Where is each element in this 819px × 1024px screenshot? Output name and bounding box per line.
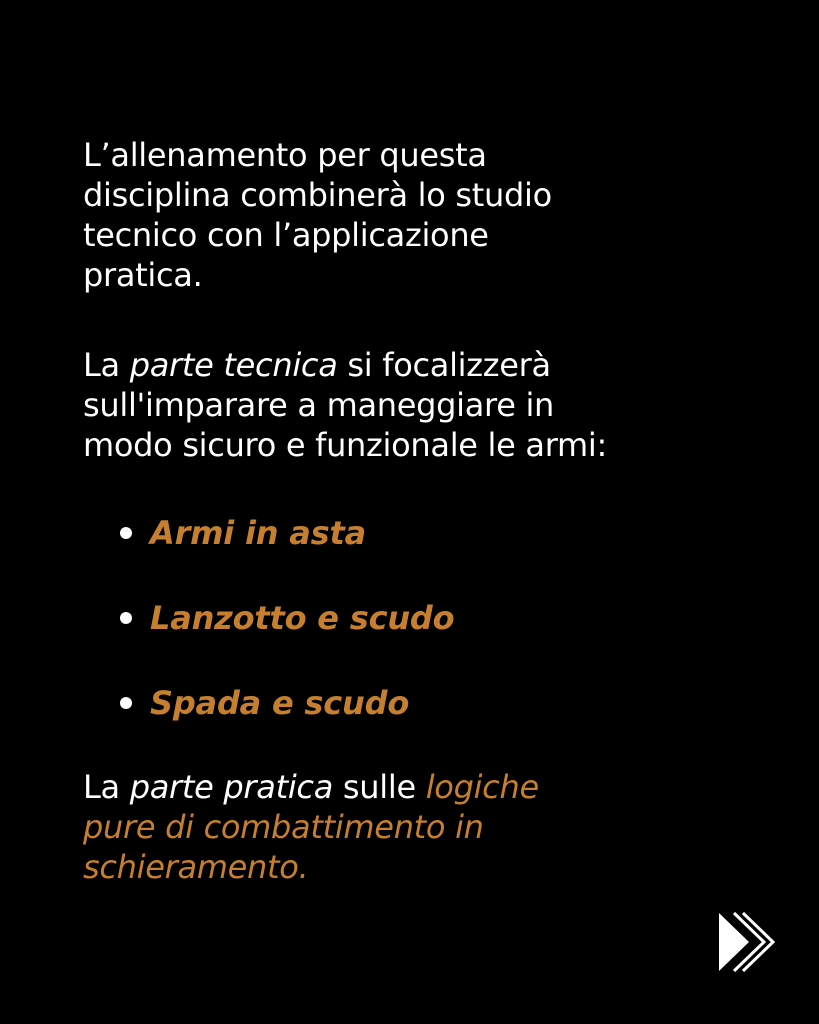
- practical-accent: logiche: [425, 768, 539, 806]
- practical-paragraph: [83, 767, 723, 887]
- technical-prefix: La: [83, 346, 130, 384]
- technical-emphasis: parte tecnica: [129, 346, 338, 384]
- intro-line: tecnico con l’applicazione: [83, 216, 489, 254]
- double-chevron-right-icon: [716, 910, 776, 974]
- practical-accent-line: schieramento.: [83, 848, 309, 886]
- practical-emphasis: parte pratica: [129, 768, 334, 806]
- technical-paragraph: [83, 345, 783, 465]
- practical-prefix: La: [83, 768, 130, 806]
- weapon-label: Armi in asta: [150, 514, 367, 552]
- technical-line: modo sicuro e funzionale le armi:: [83, 426, 607, 464]
- intro-line: pratica.: [83, 256, 203, 294]
- technical-suffix: si focalizzerà: [337, 346, 551, 384]
- weapon-label: Lanzotto e scudo: [150, 599, 455, 637]
- bullet-dot-icon: [120, 612, 132, 624]
- technical-line: sull'imparare a maneggiare in: [83, 386, 555, 424]
- bullet-dot-icon: [120, 527, 132, 539]
- practical-accent-line: pure di combattimento in: [83, 808, 484, 846]
- next-slide-button[interactable]: [716, 910, 776, 974]
- intro-line: L’allenamento per questa: [83, 136, 487, 174]
- weapon-label: Spada e scudo: [150, 684, 410, 722]
- bullet-dot-icon: [120, 697, 132, 709]
- intro-paragraph: [83, 135, 723, 295]
- practical-line: [83, 767, 723, 807]
- intro-line: disciplina combinerà lo studio: [83, 176, 552, 214]
- technical-line: [83, 345, 783, 385]
- practical-middle: sulle: [333, 768, 426, 806]
